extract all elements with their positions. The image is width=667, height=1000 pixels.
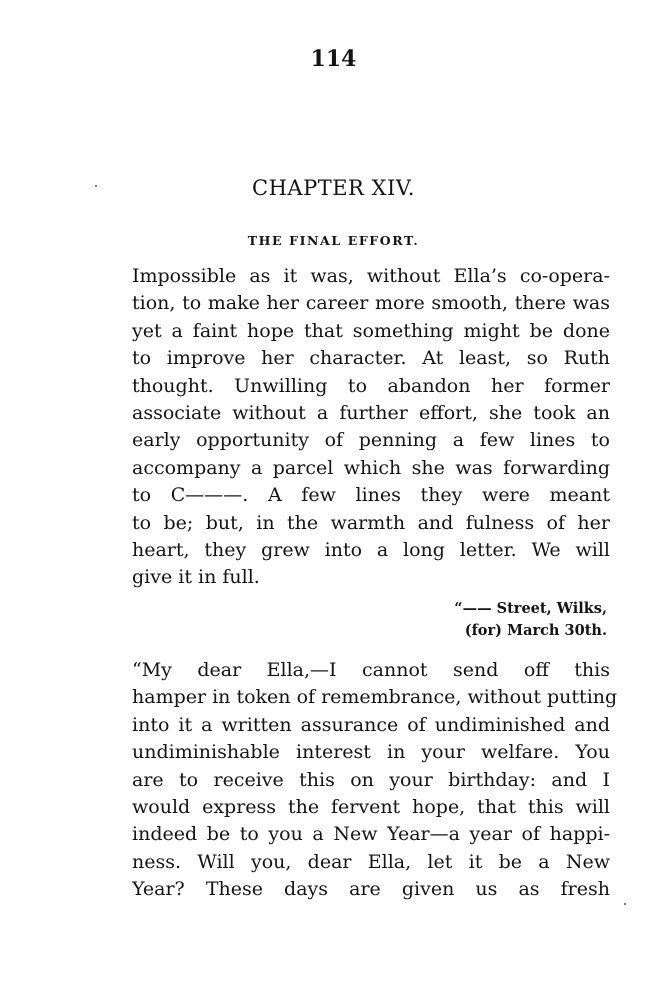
paragraph-narrative — [132, 263, 610, 592]
text-line: hamper in token of remembrance, without putting — [132, 686, 618, 709]
letter-dateline-street: “—— Street, Wilks, — [454, 600, 607, 617]
text-line: undiminishable interest in your welfare. You — [132, 741, 610, 764]
text-line: to improve her character. At least, so Ruth — [132, 347, 610, 370]
text-line: accompany a parcel which she was forwarding — [132, 456, 610, 479]
text-line: into it a written assurance of undiminished and — [132, 713, 610, 736]
scan-speck — [95, 185, 97, 187]
text-line: yet a faint hope that something might be done — [132, 319, 610, 342]
letter-dateline-date: (for) March 30th. — [464, 622, 607, 639]
text-line: Year? These days are given us as fresh — [132, 878, 610, 901]
page-number: 114 — [310, 46, 357, 72]
text-line: to C———. A few lines they were meant — [132, 484, 610, 507]
text-line: indeed be to you a New Year—a year of happi- — [132, 823, 610, 846]
text-line: early opportunity of penning a few lines to — [132, 429, 610, 452]
text-line: heart, they grew into a long letter. We will — [132, 539, 610, 562]
paragraph-letter — [132, 657, 618, 904]
text-line: “My dear Ella,—I cannot send off this — [132, 659, 610, 681]
chapter-title: CHAPTER XIV. — [252, 176, 415, 200]
text-line: thought. Unwilling to abandon her former — [132, 374, 610, 397]
text-line: to be; but, in the warmth and fulness of her — [132, 511, 610, 534]
text-line: are to receive this on your birthday: and I — [132, 768, 610, 791]
scan-speck — [624, 903, 626, 905]
text-line: Impossible as it was, without Ella’s co-opera- — [132, 265, 610, 287]
chapter-subtitle: THE FINAL EFFORT. — [247, 233, 420, 248]
text-line: associate without a further effort, she took an — [132, 402, 610, 425]
text-line: tion, to make her career more smooth, there was — [132, 292, 610, 315]
text-line: ness. Will you, dear Ella, let it be a New — [132, 850, 610, 873]
text-line: give it in full. — [132, 566, 260, 589]
text-line: would express the fervent hope, that this will — [132, 796, 610, 819]
